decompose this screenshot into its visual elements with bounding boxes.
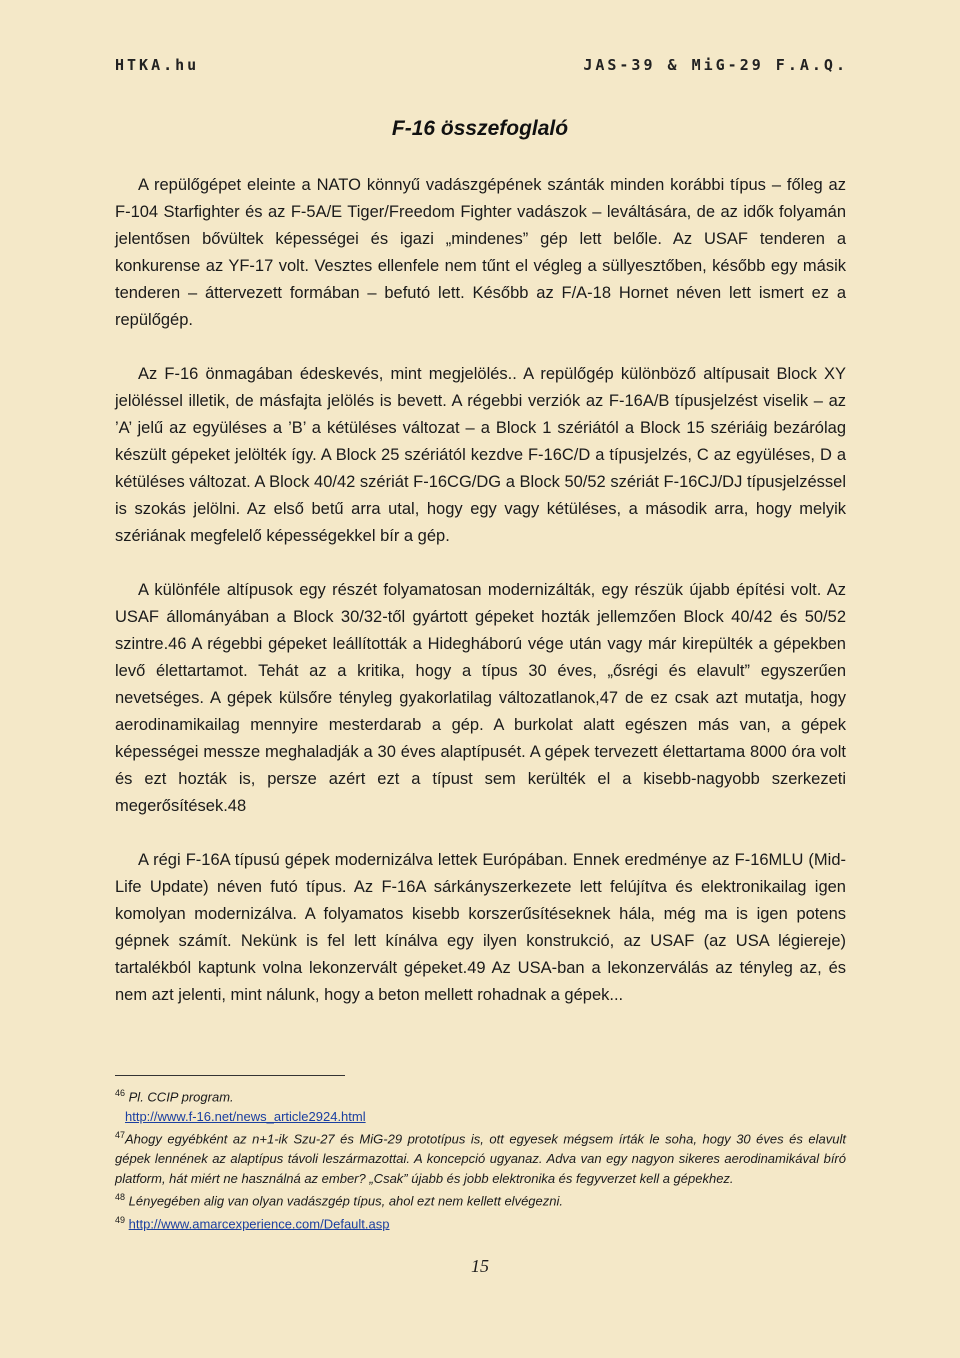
footnote-number: 47 <box>115 1130 126 1141</box>
header-doc-title: JAS-39 & MiG-29 F.A.Q. <box>583 56 848 74</box>
footnote-link[interactable]: http://www.f-16.net/news_article2924.html <box>125 1108 366 1124</box>
footnote-divider <box>115 1075 345 1076</box>
footnote-number: 48 <box>115 1192 126 1203</box>
footnote-text: Ahogy egyébként az n+1-ik Szu-27 és MiG-29 prototípus is, ott egyesek mégsem írták le soha, hogy 30 éves és elavult gépek lennének az alaptípus távoli leszármazottai. A koncepció ugyanaz. Adva van egy nagyon sikeres aerodinamikával bíró platform, hát miért ne használná az ember? „Csak” újabb és jobb elektronika és fegyverzet kell a gépekhez. <box>115 1131 846 1186</box>
footnote-text: Pl. CCIP program. <box>128 1089 234 1105</box>
footnote-47 <box>115 1126 846 1188</box>
paragraph-4 <box>115 847 846 1009</box>
footnotes <box>115 1084 846 1234</box>
paragraph-2 <box>115 361 846 550</box>
footnote-link[interactable]: http://www.amarcexperience.com/Default.asp <box>128 1216 390 1232</box>
footnote-number: 46 <box>115 1088 126 1098</box>
footnote-48 <box>115 1188 846 1211</box>
section-title: F-16 összefoglaló <box>391 117 569 140</box>
paragraph-3 <box>115 577 846 820</box>
paragraph-text: Az F-16 önmagában édeskevés, mint megjelölés.. A repülőgép különböző altípusait Block XY jelöléssel illetik, de másfajta jelölés is bevett. A régebbi verziók az F-16A/B típusjelzést viselik – az ’A’ jelű az együléses a ’B’ a kétüléses változat – a Block 1 szériától a Block 15 szériáig bezárólag készült gépeket jelölték így. A Block 25 szériától kezdve F-16C/D a típusjelzés, C az együléses, D a kétüléses változat. A Block 40/42 szériát F-16CG/DG a Block 50/52 szériát F-16CJ/DJ típusjelzéssel is szokás jelölni. Az első betű arra utal, hogy egy vagy kétüléses, a második arra, hogy melyik szériának megfelelő képességekkel bír a gép. <box>115 365 846 545</box>
paragraph-text: A repülőgépet eleinte a NATO könnyű vadászgépének szánták minden korábbi típus – főleg az F-104 Starfighter és az F-5A/E Tiger/Freedom Fighter vadászok – leváltására, de az idők folyamán jelentősen bővültek képességei és igazi „mindenes” gép lett belőle. Az USAF tenderen a konkurense az YF-17 volt. Vesztes ellenfele nem tűnt el végleg a süllyesztőben, később egy másik tenderen – áttervezett formában – befutó lett. Később az F/A-18 Hornet néven lett ismert ez a repülőgép. <box>115 176 846 329</box>
footnote-46 <box>115 1084 846 1107</box>
running-header <box>115 56 848 74</box>
page-number: 15 <box>471 1256 489 1276</box>
footnote-number: 49 <box>115 1214 126 1225</box>
footnote-49 <box>115 1211 846 1234</box>
footnote-46-link-line <box>115 1107 846 1127</box>
paragraph-1 <box>115 172 846 334</box>
header-site: HTKA.hu <box>115 56 200 74</box>
footnote-text: Lényegében alig van olyan vadászgép típus, ahol ezt nem kellett elvégezni. <box>128 1193 563 1209</box>
paragraph-text: A régi F-16A típusú gépek modernizálva lettek Európában. Ennek eredménye az F-16MLU (Mid-Life Update) néven futó típus. Az F-16A sárkányszerkezete lett felújítva és elektronikailag igen komolyan modernizálva. A folyamatos kisebb korszerűsítéseknek hála, még ma is igen potens gépnek számít. Nekünk is fel lett kínálva egy ilyen konstrukció, az USAF (az USA légiereje) tartalékból kaptunk volna lekonzervált gépeket.49 Az USA-ban a lekonzerválás az tényleg az, és nem azt jelenti, mint nálunk, hogy a beton mellett rohadnak a gépek... <box>115 851 846 1004</box>
paragraph-text: A különféle altípusok egy részét folyamatosan modernizálták, egy részük újabb építési volt. Az USAF állományában a Block 30/32-től gyártott gépeket hozták jellemzően Block 40/42 és 50/52 szintre.46 A régebbi gépeket leállították a Hidegháború vége után vagy már kirepülték a gépekben levő élettartamot. Tehát az a kritika, hogy a típus 30 éves, „ősrégi és elavult” egyszerűen nevetséges. A gépek külsőre tényleg gyakorlatilag változatlanok,47 de ez csak azt mutatja, hogy aerodinamikailag mennyire mesterdarab a gép. A burkolat alatt egészen más van, a gépek képességei messze meghaladják a 30 éves alaptípusét. A gépek tervezett élettartama 8000 óra volt és ezt hozták is, persze azért ezt a típust sem kerülték el a kisebb-nagyobb szerkezeti megerősítések.48 <box>115 581 846 815</box>
